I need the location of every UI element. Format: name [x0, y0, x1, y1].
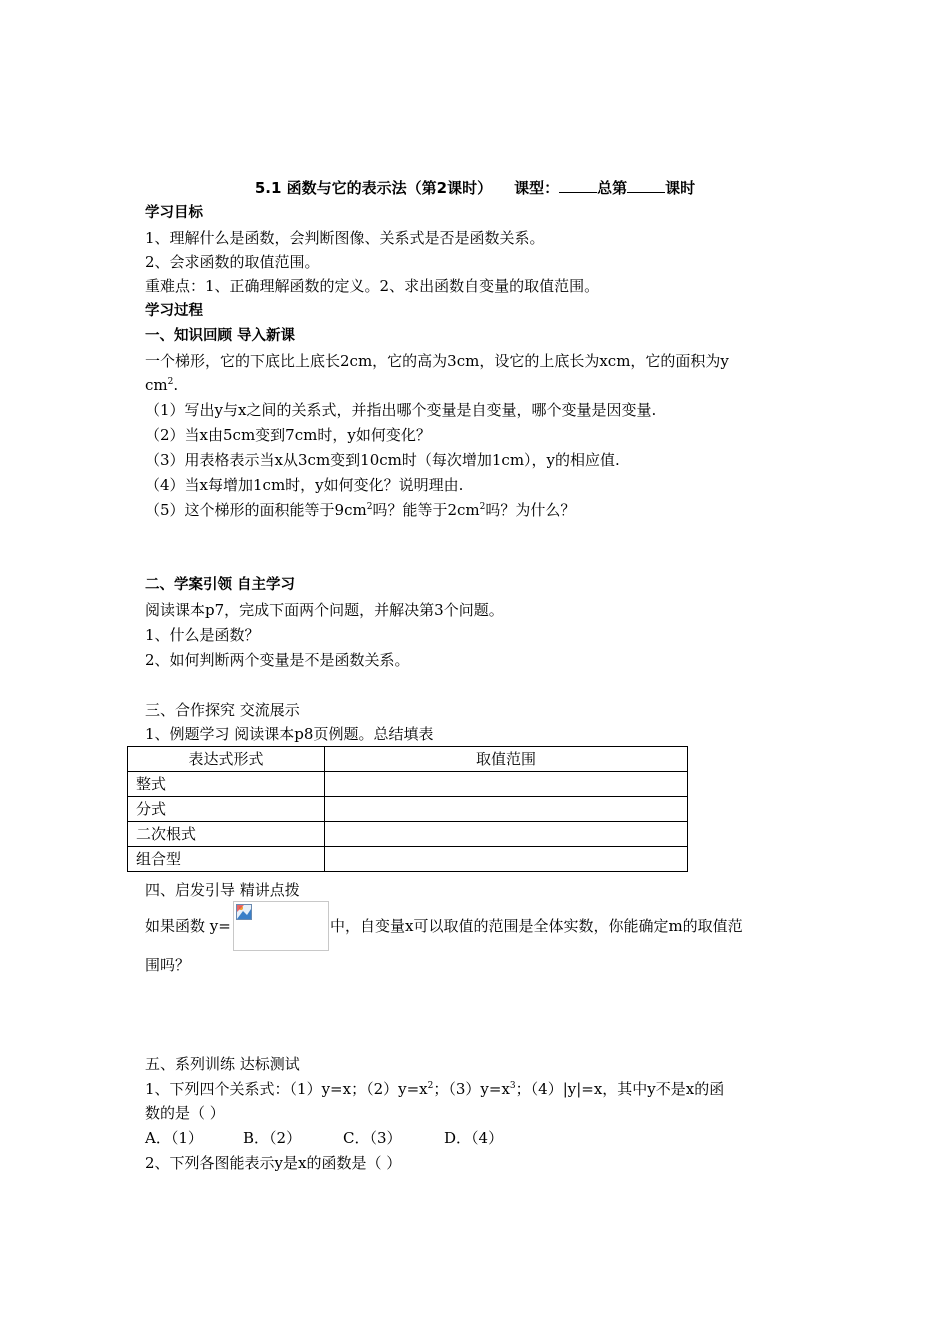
- process-heading: 学习过程: [145, 303, 203, 319]
- section1-q2: （2）当x由5cm变到7cm时，y如何变化？: [145, 426, 431, 444]
- section1-q5: [145, 500, 575, 520]
- lesson-type-label: 课型：: [514, 179, 560, 197]
- total-label: 总第: [597, 179, 628, 197]
- section2-heading: 二、学案引领 自主学习: [145, 577, 296, 593]
- option-a[interactable]: A．（1）: [145, 1129, 203, 1147]
- q5-part-a: （5）这个梯形的面积能等于9cm: [145, 501, 367, 519]
- section4-line-a: 如果函数 y=: [145, 917, 231, 935]
- table-header-expression: 表达式形式: [128, 747, 325, 772]
- table-row: [128, 822, 688, 847]
- section1-q3: （3）用表格表示当x从3cm变到10cm时（每次增加1cm），y的相应值.: [145, 451, 620, 469]
- q5-part-c: 吗？为什么？: [485, 501, 576, 519]
- unit-sup: 2: [167, 377, 174, 387]
- section4-line-c: 围吗？: [145, 956, 191, 974]
- q5-part-b: 吗？能等于2cm: [372, 501, 480, 519]
- broken-image-icon: [236, 904, 252, 920]
- section5-q2: 2、下列各图能表示y是x的函数是（ ）: [145, 1154, 402, 1172]
- q1-sup-2: 3: [509, 1081, 516, 1091]
- unit-text: cm: [145, 376, 168, 394]
- table-row: [128, 797, 688, 822]
- q5-sup-2: 2: [479, 502, 486, 512]
- option-d[interactable]: D．（4）: [444, 1129, 504, 1147]
- section1-q1: （1）写出y与x之间的关系式，并指出哪个变量是自变量，哪个变量是因变量.: [145, 401, 657, 419]
- section2-line-2: 1、什么是函数？: [145, 626, 260, 644]
- table-cell-range[interactable]: [325, 847, 688, 872]
- section4-line-b: 中，自变量x可以取值的范围是全体实数，你能确定m的取值范: [330, 917, 743, 935]
- section1-intro-line2: [145, 375, 178, 395]
- formula-image-placeholder: [233, 901, 329, 951]
- lesson-type-blank[interactable]: [559, 178, 597, 193]
- section5-q1-line2: 数的是（ ）: [145, 1104, 225, 1122]
- table-cell-range[interactable]: [325, 797, 688, 822]
- table-header-range: 取值范围: [325, 747, 688, 772]
- table-cell-range[interactable]: [325, 822, 688, 847]
- section5-q1: [145, 1079, 724, 1099]
- table-cell-type: 分式: [128, 797, 325, 822]
- lesson-title-main: 5.1 函数与它的表示法（第2课时）: [254, 179, 493, 197]
- section2-line-1: 阅读课本p7，完成下面两个问题，并解决第3个问题。: [145, 601, 504, 619]
- option-b[interactable]: B．（2）: [243, 1129, 302, 1147]
- section2-line-3: 2、如何判断两个变量是不是函数关系。: [145, 651, 410, 669]
- unit-end: .: [173, 376, 179, 394]
- table-row: [128, 847, 688, 872]
- objectives-heading: 学习目标: [145, 205, 203, 221]
- section3-line-1: 1、例题学习 阅读课本p8页例题。总结填表: [145, 725, 434, 743]
- section1-heading: 一、知识回顾 导入新课: [145, 328, 296, 344]
- section1-q4: （4）当x每增加1cm时，y如何变化？说明理由.: [145, 476, 464, 494]
- lesson-title: [0, 177, 950, 198]
- range-table: [127, 746, 688, 872]
- table-row: [128, 772, 688, 797]
- table-cell-range[interactable]: [325, 772, 688, 797]
- table-cell-type: 二次根式: [128, 822, 325, 847]
- section3-heading: 三、合作探究 交流展示: [145, 701, 300, 719]
- objective-item-1: 1、理解什么是函数，会判断图像、关系式是否是函数关系。: [145, 229, 545, 247]
- total-blank[interactable]: [627, 178, 665, 193]
- key-points: 重难点：1、正确理解函数的定义。2、求出函数自变量的取值范围。: [145, 277, 600, 295]
- objective-item-2: 2、会求函数的取值范围。: [145, 253, 320, 271]
- section1-intro-line1: 一个梯形，它的下底比上底长2cm，它的高为3cm，设它的上底长为xcm，它的面积为y: [145, 352, 729, 370]
- q1-part-a: 1、下列四个关系式：（1）y=x；（2）y=x: [145, 1080, 428, 1098]
- table-cell-type: 组合型: [128, 847, 325, 872]
- q1-sup-1: 2: [427, 1081, 434, 1091]
- table-header-row: [128, 747, 688, 772]
- lesson-label: 课时: [665, 179, 696, 197]
- option-c[interactable]: C．（3）: [343, 1129, 402, 1147]
- q5-sup-1: 2: [366, 502, 373, 512]
- q1-part-c: ；（4）|y|=x，其中y不是x的函: [515, 1080, 725, 1098]
- section4-heading: 四、启发引导 精讲点拨: [145, 881, 300, 899]
- section5-heading: 五、系列训练 达标测试: [145, 1055, 300, 1073]
- q1-part-b: ；（3）y=x: [433, 1080, 510, 1098]
- table-cell-type: 整式: [128, 772, 325, 797]
